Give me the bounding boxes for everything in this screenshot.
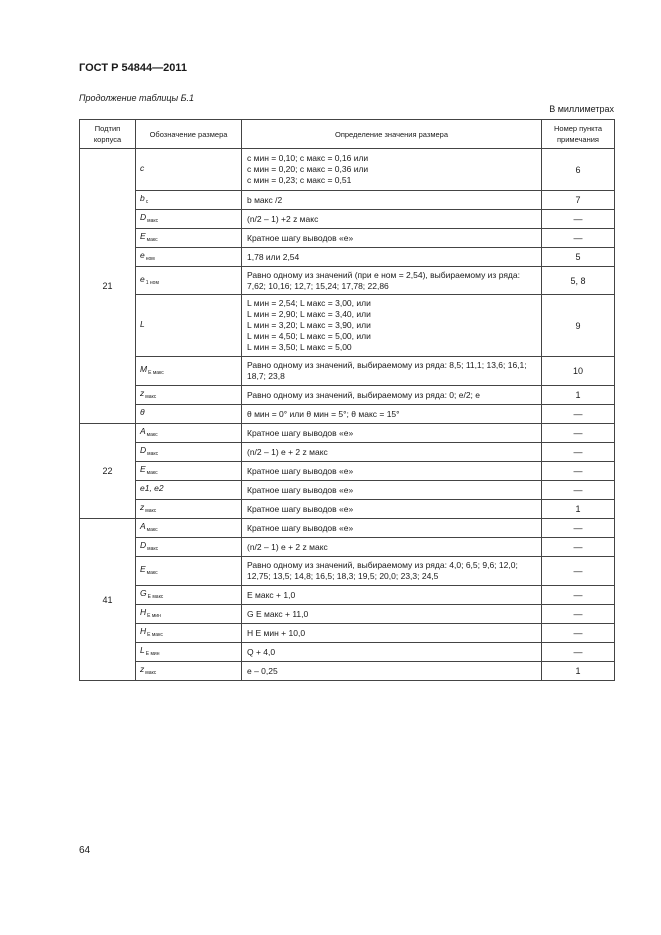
table-row <box>80 519 615 538</box>
symbol-subscript: макс <box>145 394 157 400</box>
symbol-text: L <box>140 318 145 329</box>
symbol-cell <box>136 500 242 519</box>
symbol-subscript: E мин <box>147 613 161 619</box>
dimensions-table <box>79 119 615 681</box>
table-row <box>80 443 615 462</box>
definition-cell: c мин = 0,10; c макс = 0,16 или c мин = 0,20; c макс = 0,36 или c мин = 0,23; c макс = 0,51 <box>242 149 542 191</box>
table-row <box>80 624 615 643</box>
symbol-cell <box>136 481 242 500</box>
table-row <box>80 149 615 191</box>
table-row <box>80 462 615 481</box>
note-cell: — <box>542 519 615 538</box>
symbol-subscript: E макс <box>147 632 163 638</box>
table-row <box>80 357 615 386</box>
definition-cell: L мин = 2,54; L макс = 3,00, или L мин = 2,90; L макс = 3,40, или L мин = 3,20; L макс = 3,90, или L мин = 4,50; L макс = 5,00, или L мин = 3,50; L макс = 5,00 <box>242 295 542 357</box>
symbol-subscript: макс <box>146 570 158 576</box>
definition-cell: G E макс + 11,0 <box>242 605 542 624</box>
symbol-text: z <box>140 664 145 674</box>
definition-cell: θ мин = 0° или θ мин = 5°; θ макс = 15° <box>242 405 542 424</box>
definition-cell: e – 0,25 <box>242 662 542 681</box>
symbol-subscript: макс <box>146 527 158 533</box>
symbol-text: G <box>140 588 147 598</box>
note-cell: — <box>542 624 615 643</box>
case-cell: 22 <box>80 424 136 519</box>
definition-cell: (n/2 – 1) e + 2 z макс <box>242 538 542 557</box>
column-header-case: Подтип корпуса <box>80 120 136 149</box>
symbol-cell <box>136 605 242 624</box>
case-cell: 41 <box>80 519 136 681</box>
table-row <box>80 481 615 500</box>
table-row <box>80 295 615 357</box>
table-body <box>80 149 615 681</box>
table-row <box>80 424 615 443</box>
definition-cell: Равно одному из значений, выбираемому из ряда: 0; e/2; e <box>242 386 542 405</box>
table-caption: Продолжение таблицы Б.1 <box>79 93 195 103</box>
definition-cell: H E мин + 10,0 <box>242 624 542 643</box>
definition-cell: Кратное шагу выводов «e» <box>242 481 542 500</box>
symbol-subscript: макс <box>147 451 159 457</box>
table-row <box>80 210 615 229</box>
definition-cell: E макс + 1,0 <box>242 586 542 605</box>
definition-cell: Равно одному из значений, выбираемому из ряда: 4,0; 6,5; 9,6; 12,0; 12,75; 13,5; 14,8; 16,5; 18,3; 19,5; 20,0; 23,3; 24,5 <box>242 557 542 586</box>
table-row <box>80 538 615 557</box>
table-row <box>80 662 615 681</box>
symbol-subscript: макс <box>145 670 157 676</box>
symbol-text: A <box>140 426 146 436</box>
symbol-text: E <box>140 564 146 574</box>
symbol-text: θ <box>140 407 145 417</box>
symbol-text: b <box>140 193 145 203</box>
symbol-cell <box>136 295 242 357</box>
symbol-text: D <box>140 540 147 550</box>
symbol-cell <box>136 149 242 191</box>
table-row <box>80 191 615 210</box>
symbol-subscript: E макс <box>147 594 164 600</box>
definition-cell: Кратное шагу выводов «e» <box>242 462 542 481</box>
symbol-cell <box>136 191 242 210</box>
symbol-subscript: макс <box>146 432 158 438</box>
symbol-cell <box>136 557 242 586</box>
symbol-subscript: макс <box>145 508 157 514</box>
symbol-cell <box>136 643 242 662</box>
symbol-subscript: E макс <box>148 370 164 376</box>
symbol-text: c <box>140 162 145 173</box>
symbol-cell <box>136 443 242 462</box>
symbol-text: L <box>140 645 145 655</box>
definition-cell: Кратное шагу выводов «e» <box>242 500 542 519</box>
definition-cell: 1,78 или 2,54 <box>242 248 542 267</box>
symbol-text: M <box>140 364 148 374</box>
symbol-text: e <box>140 250 145 260</box>
note-cell: — <box>542 462 615 481</box>
symbol-subscript: 1 ном <box>145 279 159 286</box>
column-header-note: Номер пункта примечания <box>542 120 615 149</box>
note-cell: — <box>542 538 615 557</box>
symbol-cell <box>136 248 242 267</box>
note-cell: — <box>542 424 615 443</box>
table-row <box>80 267 615 295</box>
note-cell: 1 <box>542 500 615 519</box>
page-number: 64 <box>79 845 91 856</box>
definition-cell: Равно одному из значений, выбираемому из ряда: 8,5; 11,1; 13,6; 16,1; 18,7; 23,8 <box>242 357 542 386</box>
symbol-subscript: макс <box>146 470 158 476</box>
note-cell: — <box>542 557 615 586</box>
units-label: В миллиметрах <box>549 104 614 114</box>
symbol-text: E <box>140 231 146 241</box>
table-row <box>80 643 615 662</box>
note-cell: 5, 8 <box>542 267 615 295</box>
note-cell: — <box>542 643 615 662</box>
note-cell: 9 <box>542 295 615 357</box>
note-cell: 10 <box>542 357 615 386</box>
note-cell: 5 <box>542 248 615 267</box>
note-cell: — <box>542 210 615 229</box>
symbol-text: A <box>140 521 146 531</box>
symbol-text: e <box>140 273 145 284</box>
symbol-text: D <box>140 212 147 222</box>
note-cell: 7 <box>542 191 615 210</box>
symbol-cell <box>136 386 242 405</box>
definition-cell: (n/2 – 1) e + 2 z макс <box>242 443 542 462</box>
note-cell: — <box>542 443 615 462</box>
note-cell: — <box>542 405 615 424</box>
table-row <box>80 405 615 424</box>
definition-cell: Равно одному из значений (при e ном = 2,54), выбираемому из ряда: 7,62; 10,16; 12,7; 15,24; 17,78; 22,86 <box>242 267 542 295</box>
symbol-text: D <box>140 445 147 455</box>
symbol-text: H <box>140 626 147 636</box>
symbol-cell <box>136 424 242 443</box>
symbol-cell <box>136 405 242 424</box>
table-header-row <box>80 120 615 149</box>
symbol-cell <box>136 210 242 229</box>
symbol-text: z <box>140 388 145 398</box>
definition-cell: Q + 4,0 <box>242 643 542 662</box>
symbol-cell <box>136 229 242 248</box>
table-row <box>80 605 615 624</box>
symbol-subscript: макс <box>147 546 159 552</box>
document-title: ГОСТ Р 54844—2011 <box>79 62 187 74</box>
table-row <box>80 586 615 605</box>
note-cell: 1 <box>542 662 615 681</box>
symbol-subscript: ном <box>145 256 155 262</box>
symbol-cell <box>136 267 242 295</box>
symbol-subscript: макс <box>147 218 159 224</box>
table-row <box>80 500 615 519</box>
symbol-subscript: макс <box>146 237 158 243</box>
symbol-cell <box>136 462 242 481</box>
symbol-text: z <box>140 502 145 512</box>
symbol-text: e1, e2 <box>140 483 164 493</box>
table-row <box>80 557 615 586</box>
symbol-cell <box>136 357 242 386</box>
symbol-cell <box>136 586 242 605</box>
note-cell: — <box>542 605 615 624</box>
note-cell: — <box>542 481 615 500</box>
definition-cell: Кратное шагу выводов «e» <box>242 519 542 538</box>
symbol-cell <box>136 662 242 681</box>
case-cell: 21 <box>80 149 136 424</box>
symbol-cell <box>136 519 242 538</box>
note-cell: — <box>542 586 615 605</box>
note-cell: 1 <box>542 386 615 405</box>
symbol-cell <box>136 538 242 557</box>
definition-cell: Кратное шагу выводов «e» <box>242 229 542 248</box>
table-row <box>80 229 615 248</box>
definition-cell: Кратное шагу выводов «e» <box>242 424 542 443</box>
column-header-symbol: Обозначение размера <box>136 120 242 149</box>
table-row <box>80 248 615 267</box>
note-cell: — <box>542 229 615 248</box>
column-header-definition: Определение значения размера <box>242 120 542 149</box>
symbol-text: H <box>140 607 147 617</box>
table-row <box>80 386 615 405</box>
symbol-text: E <box>140 464 146 474</box>
symbol-subscript: E мин <box>145 651 160 657</box>
definition-cell: (n/2 – 1) +2 z макс <box>242 210 542 229</box>
note-cell: 6 <box>542 149 615 191</box>
definition-cell: b макс /2 <box>242 191 542 210</box>
symbol-cell <box>136 624 242 643</box>
symbol-subscript: c <box>145 199 149 205</box>
